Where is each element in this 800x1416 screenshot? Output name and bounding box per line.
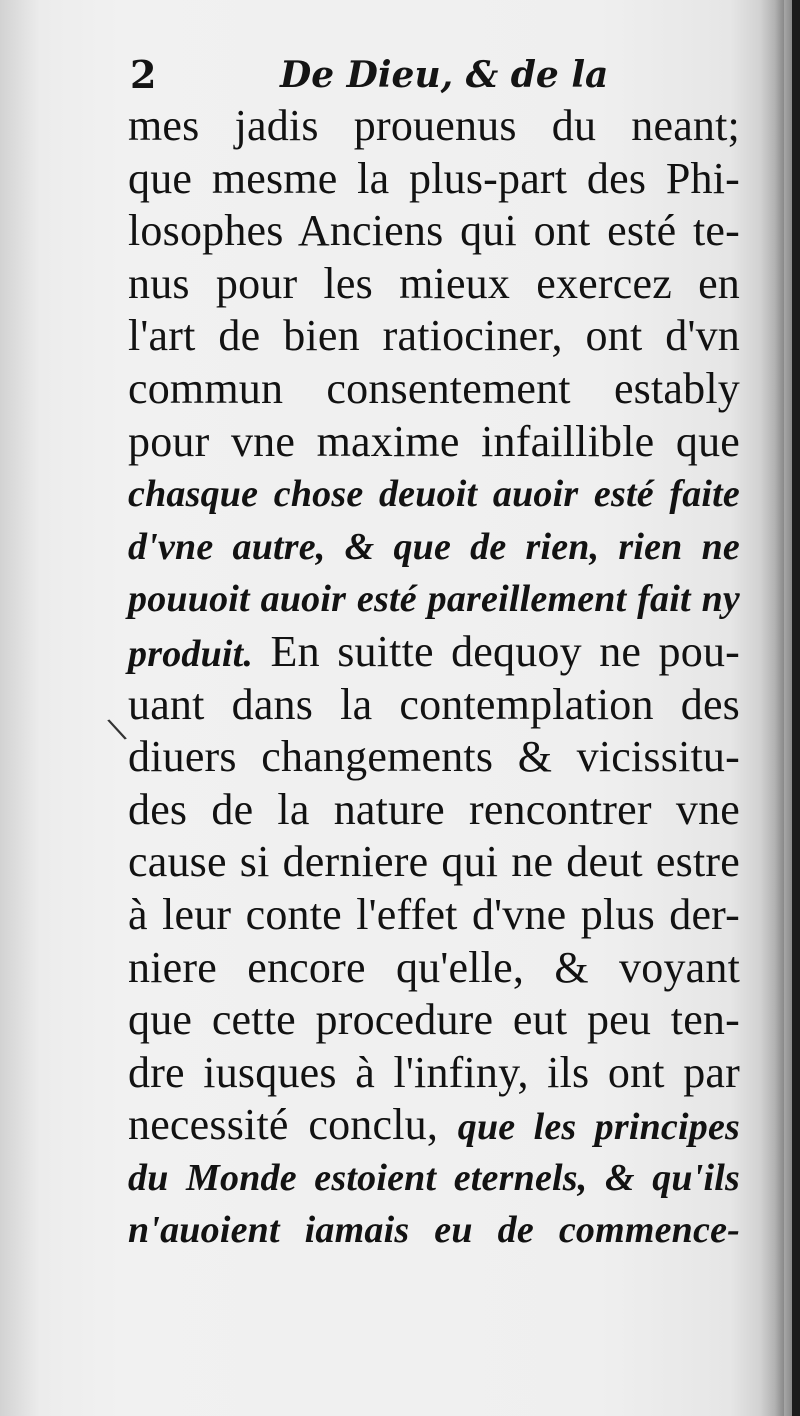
text-line (128, 836, 740, 889)
text-line-italic (128, 468, 740, 521)
line-text: l'art de bien ratiociner, ont d'vn (128, 311, 740, 361)
line-text: losophes Anciens qui ont esté te- (128, 206, 740, 256)
line-text: mes jadis prouenus du neant; (128, 101, 740, 150)
running-head (130, 52, 609, 102)
italic-segment: que les principes (457, 1106, 740, 1149)
line-text: des de la nature rencontrer vne (128, 784, 740, 834)
margin-mark: \ (105, 711, 130, 748)
text-line (128, 153, 740, 206)
running-title: De Dieu, & de la (280, 54, 609, 96)
text-line (128, 1047, 740, 1100)
line-text: cause si derniere qui ne deut estre (128, 837, 740, 887)
line-text: pour vne maxime infaillible que (128, 416, 740, 466)
line-text: chasque chose deuoit auoir esté faite (128, 473, 740, 516)
text-line (128, 205, 740, 258)
text-line (128, 310, 740, 363)
line-text: En suitte dequoy ne pou- (253, 626, 740, 676)
line-text: commun consentement estably (128, 363, 740, 413)
text-line (128, 1099, 740, 1152)
text-line (128, 416, 740, 469)
line-text: que cette procedure eut peu ten- (128, 995, 740, 1045)
italic-segment: produit. (128, 632, 254, 675)
text-line (128, 731, 740, 784)
text-line-italic (128, 521, 740, 574)
text-line-italic (128, 573, 740, 626)
line-text: necessité conclu, (128, 1100, 458, 1150)
text-line (128, 258, 740, 311)
text-line (128, 994, 740, 1047)
page-edge-shadow (760, 0, 784, 1416)
line-text: du Monde estoient eternels, & qu'ils (128, 1156, 740, 1199)
line-text: diuers changements & vicissitu- (128, 732, 740, 782)
page-number: 2 (130, 52, 157, 97)
line-text: à leur conte l'effet d'vne plus der- (128, 889, 740, 939)
text-line-italic (128, 1204, 740, 1257)
line-text: d'vne autre, & que de rien, rien ne (128, 525, 740, 568)
text-line (128, 626, 740, 679)
text-line (128, 363, 740, 416)
text-line (128, 889, 740, 942)
line-text: dre iusques à l'infiny, ils ont par (128, 1047, 740, 1097)
text-line (128, 784, 740, 837)
line-text: niere encore qu'elle, & voyant (128, 942, 740, 992)
text-line (128, 942, 740, 995)
line-text: nus pour les mieux exercez en (128, 258, 740, 308)
text-line (128, 100, 740, 153)
body-text (128, 100, 740, 1257)
text-line (128, 679, 740, 732)
line-text: uant dans la contemplation des (128, 679, 740, 729)
line-text: pouuoit auoir esté pareillement fait ny (128, 578, 740, 621)
line-text: que mesme la plus-part des Phi- (128, 153, 740, 203)
line-text: n'auoient iamais eu de commence- (128, 1209, 740, 1252)
text-line-italic (128, 1152, 740, 1205)
